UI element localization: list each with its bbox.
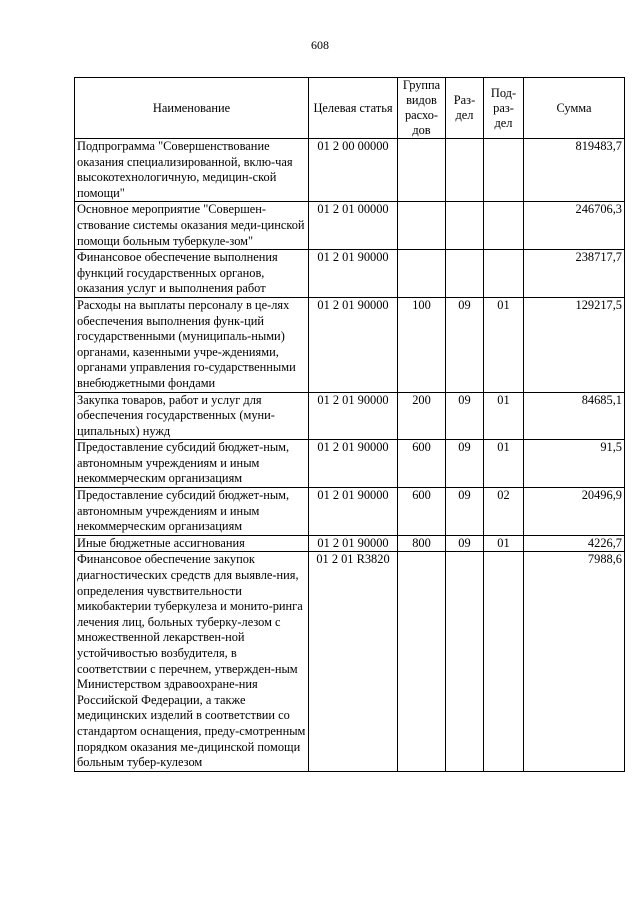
row-target: 01 2 01 90000 <box>309 535 398 552</box>
row-sum: 819483,7 <box>524 139 625 202</box>
row-group: 800 <box>398 535 446 552</box>
row-section <box>446 139 484 202</box>
row-sum: 129217,5 <box>524 297 625 392</box>
row-group: 600 <box>398 488 446 536</box>
row-group: 100 <box>398 297 446 392</box>
row-section: 09 <box>446 392 484 440</box>
table-header-row <box>75 78 625 139</box>
row-group <box>398 139 446 202</box>
row-subsection <box>484 250 524 298</box>
table-row <box>75 440 625 488</box>
row-target: 01 2 01 90000 <box>309 488 398 536</box>
row-group: 600 <box>398 440 446 488</box>
row-target: 01 2 01 R3820 <box>309 552 398 771</box>
row-section: 09 <box>446 488 484 536</box>
row-sum: 20496,9 <box>524 488 625 536</box>
row-subsection: 01 <box>484 535 524 552</box>
row-group <box>398 552 446 771</box>
row-name: Предоставление субсидий бюджет-ным, автономным учреждениям и иным некоммерческим организациям <box>75 440 309 488</box>
row-name: Иные бюджетные ассигнования <box>75 535 309 552</box>
row-section <box>446 202 484 250</box>
row-sum: 4226,7 <box>524 535 625 552</box>
header-subsection: Под-раз-дел <box>484 78 524 139</box>
header-target: Целевая статья <box>309 78 398 139</box>
header-sum: Сумма <box>524 78 625 139</box>
row-subsection <box>484 139 524 202</box>
row-sum: 91,5 <box>524 440 625 488</box>
row-target: 01 2 01 90000 <box>309 392 398 440</box>
row-subsection <box>484 202 524 250</box>
header-section: Раз-дел <box>446 78 484 139</box>
row-section <box>446 552 484 771</box>
row-name: Подпрограмма "Совершенствование оказания специализированной, вклю-чая высокотехнологичную, медицин-ской помощи" <box>75 139 309 202</box>
table-row <box>75 552 625 771</box>
row-subsection: 02 <box>484 488 524 536</box>
header-name: Наименование <box>75 78 309 139</box>
row-subsection: 01 <box>484 440 524 488</box>
row-section: 09 <box>446 440 484 488</box>
row-subsection: 01 <box>484 297 524 392</box>
page-number: 608 <box>311 38 329 52</box>
row-sum: 246706,3 <box>524 202 625 250</box>
table-row <box>75 535 625 552</box>
row-section: 09 <box>446 297 484 392</box>
table-row <box>75 392 625 440</box>
row-group: 200 <box>398 392 446 440</box>
table-row <box>75 202 625 250</box>
row-section <box>446 250 484 298</box>
row-subsection <box>484 552 524 771</box>
table-row <box>75 297 625 392</box>
row-name: Финансовое обеспечение выполнения функций государственных органов, оказания услуг и выполнения работ <box>75 250 309 298</box>
table-row <box>75 139 625 202</box>
row-target: 01 2 01 90000 <box>309 440 398 488</box>
row-sum: 7988,6 <box>524 552 625 771</box>
row-name: Основное мероприятие "Совершен-ствование системы оказания меди-цинской помощи больным туберкуле-зом" <box>75 202 309 250</box>
row-target: 01 2 00 00000 <box>309 139 398 202</box>
row-name: Расходы на выплаты персоналу в це-лях обеспечения выполнения функ-ций государственными (муниципаль-ными) органами, казенными учре-ждениями, органами управления го-сударственными внебюджетными фондами <box>75 297 309 392</box>
row-target: 01 2 01 90000 <box>309 297 398 392</box>
row-section: 09 <box>446 535 484 552</box>
row-subsection: 01 <box>484 392 524 440</box>
row-name: Закупка товаров, работ и услуг для обеспечения государственных (муни-ципальных) нужд <box>75 392 309 440</box>
row-target: 01 2 01 00000 <box>309 202 398 250</box>
table-row <box>75 488 625 536</box>
row-group <box>398 202 446 250</box>
table-row <box>75 250 625 298</box>
row-target: 01 2 01 90000 <box>309 250 398 298</box>
row-sum: 84685,1 <box>524 392 625 440</box>
budget-table <box>74 77 625 772</box>
row-name: Предоставление субсидий бюджет-ным, автономным учреждениям и иным некоммерческим организациям <box>75 488 309 536</box>
row-sum: 238717,7 <box>524 250 625 298</box>
row-name: Финансовое обеспечение закупок диагностических средств для выявле-ния, определения чувствительности микобактерии туберкулеза и монито-ринга лечения лиц, больных туберку-лезом с множественной лекарствен-ной устойчивостью возбудителя, в соответствии с перечнем, утвержден-ным Министерством здравоохране-ния Российской Федерации, а также медицинских изделий в соответствии со стандартом оснащения, преду-смотренным порядком оказания ме-дицинской помощи больным тубер-кулезом <box>75 552 309 771</box>
row-group <box>398 250 446 298</box>
header-group: Группа видов расхо-дов <box>398 78 446 139</box>
